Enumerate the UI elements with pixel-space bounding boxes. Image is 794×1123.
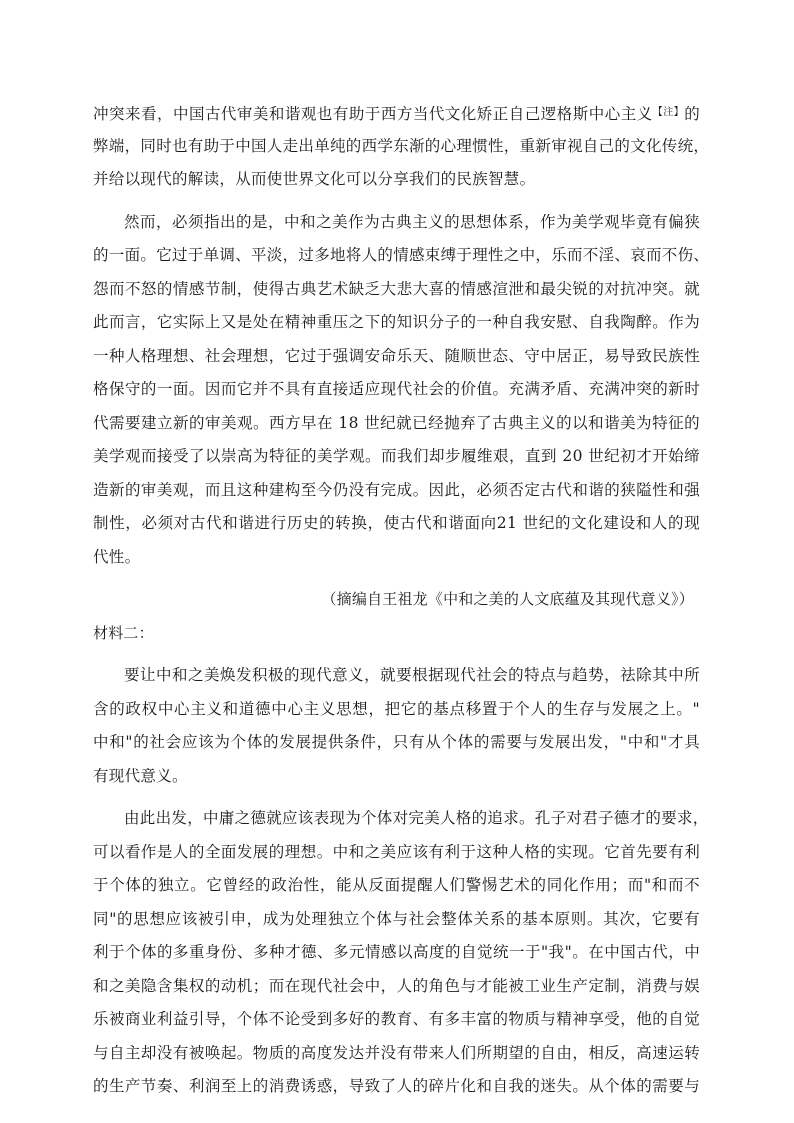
text-line: 并给以现代的解读，从而使世界文化可以分享我们的民族智慧。 — [93, 170, 536, 188]
paragraph-2 — [93, 206, 710, 575]
text-line: 中和"的社会应该为个体的发展提供条件，只有从个体的需要与发展出发，"中和"才具 — [93, 733, 700, 751]
text-line: 乐被商业利益引导，个体不论受到多好的教育、有多丰富的物质与精神享受，他的自觉 — [93, 1010, 700, 1028]
text-line-content: 的 — [684, 105, 700, 123]
text-line: 要让中和之美焕发积极的现代意义，就要根据现代社会的特点与趋势，祛除其中所 — [124, 666, 700, 684]
text-line: 和之美隐含集权的动机；而在现代社会中，人的角色与才能被工业生产定制，消费与娱 — [93, 976, 700, 995]
text-line: 弊端，同时也有助于中国人走出单纯的西学东渐的心理惯性，重新审视自己的文化传统， — [93, 136, 710, 155]
text-line: 制性，必须对古代和谐进行历史的转换，使古代和谐面向21 世纪的文化建设和人的现 — [93, 514, 700, 532]
text-line: 可以看作是人的全面发展的理想。中和之美应该有利于这种人格的实现。它首先要有利 — [93, 842, 700, 861]
text-line: 怨而不怒的情感节制，使得古典艺术缺乏大悲大喜的情感渲泄和最尖锐的对抗冲突。就 — [93, 279, 700, 298]
text-line: 代性。 — [93, 547, 141, 566]
text-line: 由此出发，中庸之德就应该表现为个体对完美人格的追求。孔子对君子德才的要求， — [124, 809, 709, 827]
section-heading: 材料二： — [93, 623, 154, 642]
text-line: 于个体的独立。它曾经的政治性，能从反面提醒人们警惕艺术的同化作用；而"和而不 — [93, 876, 700, 894]
text-line: 造新的审美观，而且这种建构至今仍没有完成。因此，必须否定古代和谐的狭隘性和强 — [93, 480, 700, 499]
text-line: 格保守的一面。因而它并不具有直接适应现代社会的价值。充满矛盾、充满冲突的新时 — [93, 380, 700, 398]
document-page — [93, 96, 710, 1104]
text-line: 一种人格理想、社会理想，它过于强调安命乐天、随顺世态、守中居正，易导致民族性 — [93, 346, 700, 365]
text-line: 代需要建立新的审美观。西方早在 18 世纪就已经抛弃了古典主义的以和谐美为特征的 — [93, 413, 700, 432]
footnote-mark: 【注】 — [652, 107, 685, 118]
text-line: 利于个体的多重身份、多种才德、多元情感以高度的自觉统一于"我"。在中国古代，中 — [93, 943, 700, 961]
text-line: 含的政权中心主义和道德中心主义思想，把它的基点移置于个人的生存与发展之上。" — [93, 699, 700, 718]
text-line: 同"的思想应该被引申，成为处理独立个体与社会整体关系的基本原则。其次，它要有 — [93, 909, 700, 928]
text-line: 与自主却没有被唤起。物质的高度发达并没有带来人们所期望的自由，相反，高速运转 — [93, 1043, 700, 1062]
paragraph-1 — [93, 96, 710, 197]
paragraph-3 — [93, 659, 700, 793]
text-line: 的生产节奏、利润至上的消费诱惑，导致了人的碎片化和自我的迷失。从个体的需要与 — [93, 1077, 700, 1095]
text-line: 此而言，它实际上又是处在精神重压之下的知识分子的一种自我安慰、自我陶醉。作为 — [93, 313, 700, 331]
text-line: 的一面。它过于单调、平淡，过多地将人的情感束缚于理性之中，乐而不淫、哀而不伤、 — [93, 246, 710, 264]
text-line: 有现代意义。 — [93, 766, 188, 785]
text-line-content: 冲突来看，中国古代审美和谐观也有助于西方当代文化矫正自己逻格斯中心主义 — [93, 105, 653, 123]
source-citation: （摘编自王祖龙《中和之美的人文底蕴及其现代意义》） — [321, 590, 694, 608]
text-line — [93, 96, 700, 130]
text-line: 然而，必须指出的是，中和之美作为古典主义的思想体系，作为美学观毕竟有偏狭 — [124, 212, 700, 231]
paragraph-4 — [93, 802, 709, 1104]
text-line: 美学观而接受了以崇高为特征的美学观。而我们却步履维艰，直到 20 世纪初才开始缔 — [93, 447, 700, 465]
